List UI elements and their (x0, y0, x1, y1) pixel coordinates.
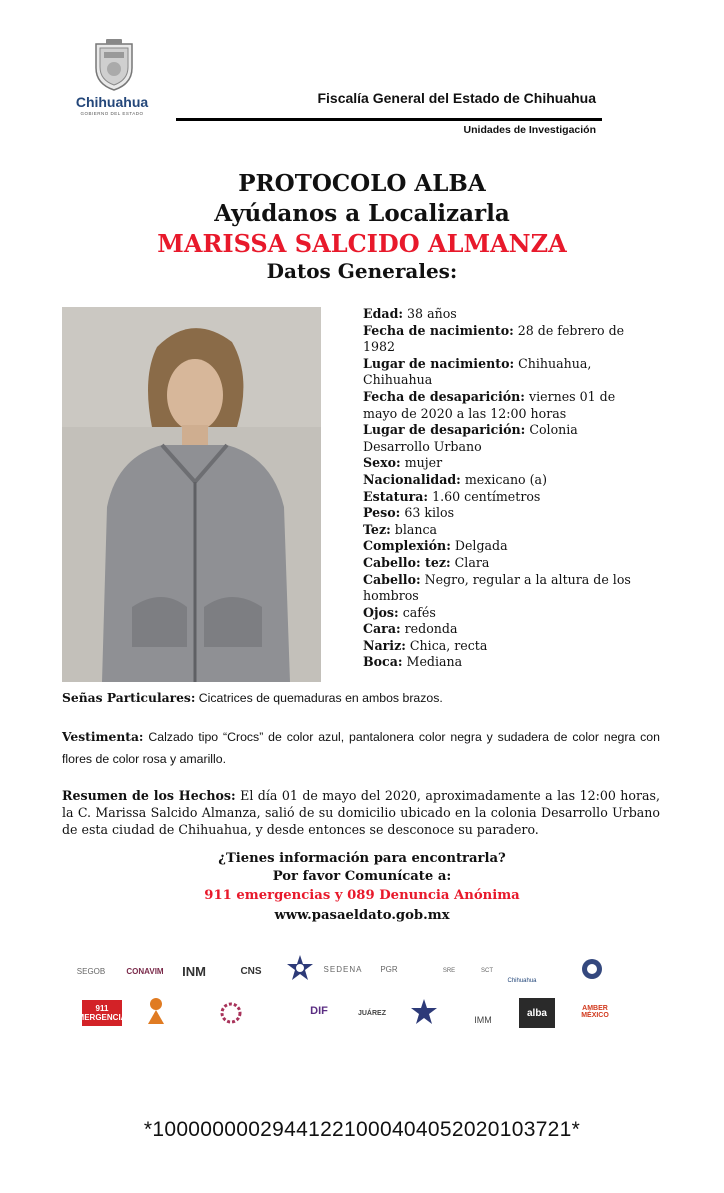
police-badge-star-icon (410, 998, 438, 1028)
women-justice-center-icon (220, 1002, 242, 1024)
contact-website-link[interactable]: www.pasaeldato.gob.mx (274, 908, 450, 923)
detail-mouth: Boca: Mediana (363, 654, 463, 670)
dif-logo: DIF (310, 1005, 328, 1017)
juarez-logo: JUÁREZ (357, 1009, 386, 1017)
missing-person-name: MARISSA SALCIDO ALMANZA (157, 229, 567, 258)
detail-weight: Peso: 63 kilos (363, 505, 455, 521)
detail-build: Complexión: Delgada (363, 538, 508, 554)
detail-height: Estatura: 1.60 centímetros (363, 488, 541, 504)
contact-please: Por favor Comunícate a: (272, 869, 452, 884)
clothing-description: Vestimenta: Calzado tipo “Crocs” de color azul, pantalonera color negra y sudadera de color negra con flores de color rosa y amarillo. (62, 729, 660, 766)
detail-disappearance-date: Fecha de desaparición: viernes 01 de mayo de 2020 a las 12:00 horas (363, 388, 616, 421)
detail-eyes: Ojos: cafés (363, 604, 436, 620)
detail-hair-tone: Cabello: tez: Clara (363, 554, 490, 570)
state-logo-text: Chihuahua (75, 94, 149, 110)
state-coat-of-arms-icon (92, 38, 136, 92)
header-divider (176, 118, 602, 121)
detail-hair: Cabello: Negro, regular a la altura de los hombros (363, 571, 631, 604)
911-logo: 911 EMERGENCIAS (82, 1000, 122, 1026)
detail-age: Edad: 38 años (363, 306, 457, 321)
detail-sex: Sexo: mujer (363, 455, 443, 471)
help-title: Ayúdanos a Localizarla (214, 200, 510, 227)
police-star-icon (286, 954, 314, 984)
sre-logo: SRE (442, 968, 456, 974)
detail-complexion-tone: Tez: blanca (363, 521, 438, 537)
protocol-title: PROTOCOLO ALBA (238, 170, 486, 197)
imm-logo: IMM (474, 1015, 492, 1025)
sedena-logo: SEDENA (323, 964, 363, 974)
pgr-logo: PGR (380, 964, 398, 974)
detail-face: Cara: redonda (363, 621, 458, 637)
detail-nationality: Nacionalidad: mexicano (a) (363, 471, 547, 487)
detail-nose: Nariz: Chica, recta (363, 637, 488, 653)
unit-name: Unidades de Investigación (463, 124, 596, 136)
general-data-list (363, 306, 643, 671)
alba-logo: alba (519, 998, 555, 1028)
chihuahua-women-institute-icon (146, 996, 166, 1026)
detail-disappearance-place: Lugar de desaparición: Colonia Desarrollo Urbano (363, 422, 578, 454)
section-title: Datos Generales: (266, 259, 458, 283)
detail-birth-date: Fecha de nacimiento: 28 de febrero de 1982 (363, 322, 625, 355)
conavim-logo: CONAVIM (126, 966, 164, 976)
distinguishing-marks: Señas Particulares: Cicatrices de quemaduras en ambos brazos. (62, 690, 443, 705)
state-logo-subtext: GOBIERNO DEL ESTADO (80, 111, 144, 116)
agency-name: Fiscalía General del Estado de Chihuahua (317, 90, 596, 106)
sct-logo: SCT (481, 968, 493, 974)
inm-logo: INM (182, 963, 206, 979)
chihuahua-logo: Chihuahua (507, 978, 537, 984)
amber-logo: AMBER MÉXICO (581, 1005, 609, 1019)
case-number-code: *10000000029441221000404052020103721* (143, 1118, 581, 1141)
fiscalia-emblem-icon (580, 956, 604, 982)
facts-summary: Resumen de los Hechos: El día 01 de mayo del 2020, aproximadamente a las 12:00 horas, la C. Marissa Salcido Almanza, salió de su domicilio ubicado en la colonia Desarrollo Urbano de esta ciudad de Chihuahua, y desde entonces se desconoce su paradero. (62, 788, 660, 837)
cns-logo: CNS (240, 965, 262, 977)
contact-phones: 911 emergencias y 089 Denuncia Anónima (204, 888, 520, 903)
contact-question: ¿Tienes información para encontrarla? (218, 851, 506, 866)
segob-logo: SEGOB (76, 966, 106, 976)
detail-birth-place: Lugar de nacimiento: Chihuahua, Chihuahua (363, 355, 592, 388)
missing-person-photo (62, 307, 321, 682)
